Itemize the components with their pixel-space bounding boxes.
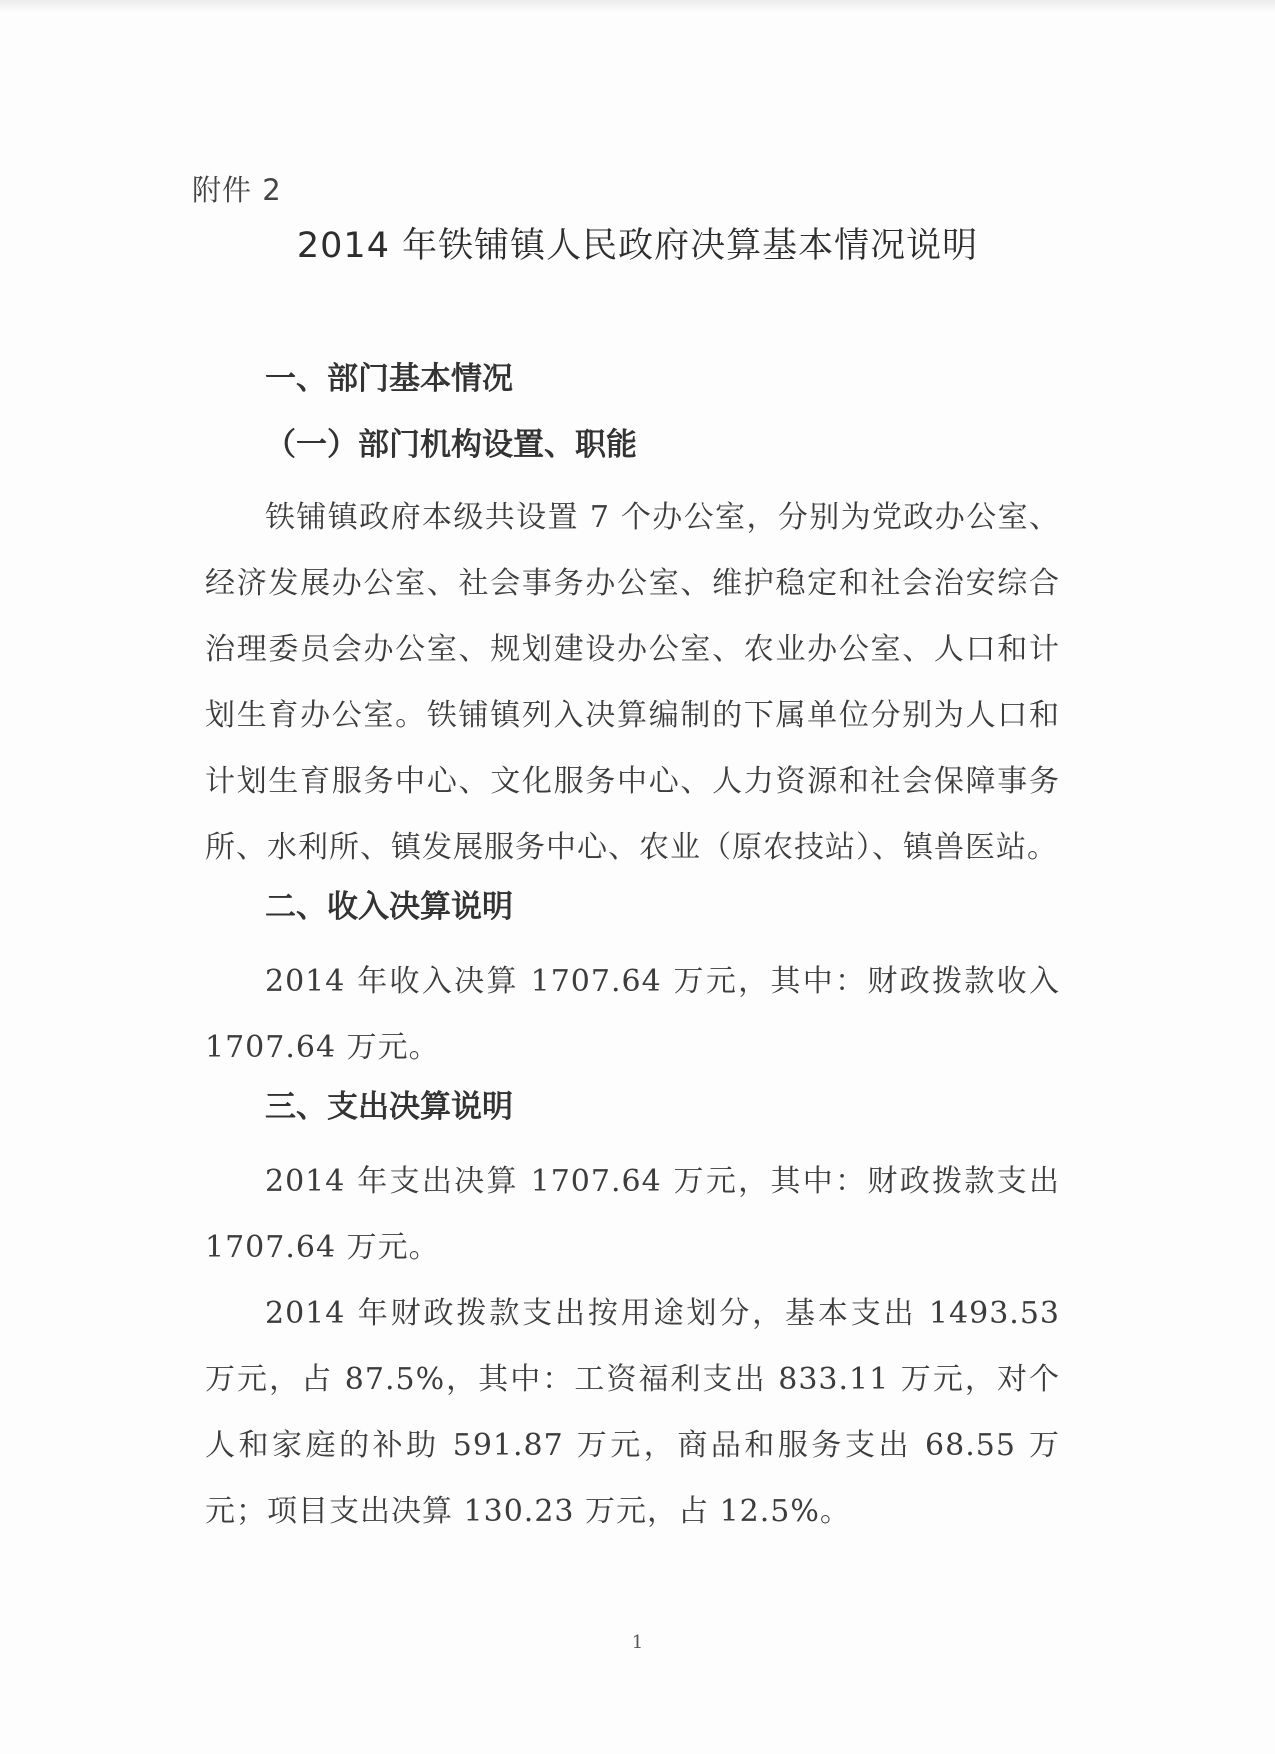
- attachment-label: 附件 2: [192, 173, 282, 207]
- section-1-heading: 一、部门基本情况: [265, 361, 513, 397]
- section-2-heading: 二、收入决算说明: [265, 889, 513, 925]
- document-title: 2014 年铁铺镇人民政府决算基本情况说明: [296, 226, 979, 266]
- document-body: [205, 355, 1060, 1545]
- page-number: 1: [631, 1632, 644, 1653]
- section-3-paragraph-2: 2014 年财政拨款支出按用途划分，基本支出 1493.53 万元，占 87.5%，其中：工资福利支出 833.11 万元，对个人和家庭的补助 591.87 万元，商品和服务支出 68.55 万元；项目支出决算 130.23 万元，占 12.5%。: [205, 1296, 1060, 1529]
- section-1-paragraph: 铁铺镇政府本级共设置 7 个办公室，分别为党政办公室、经济发展办公室、社会事务办公室、维护稳定和社会治安综合治理委员会办公室、规划建设办公室、农业办公室、人口和计划生育办公室。铁铺镇列入决算编制的下属单位分别为人口和计划生育服务中心、文化服务中心、人力资源和社会保障事务所、水利所、镇发展服务中心、农业（原农技站）、镇兽医站。: [205, 500, 1060, 865]
- section-3-paragraph-1: 2014 年支出决算 1707.64 万元，其中：财政拨款支出 1707.64 万元。: [205, 1164, 1060, 1265]
- section-1-subheading: （一）部门机构设置、职能: [265, 427, 637, 463]
- section-2-paragraph: 2014 年收入决算 1707.64 万元，其中：财政拨款收入 1707.64 万元。: [205, 964, 1060, 1065]
- scan-edge-shadow: [0, 0, 1275, 12]
- section-3-heading: 三、支出决算说明: [265, 1089, 513, 1125]
